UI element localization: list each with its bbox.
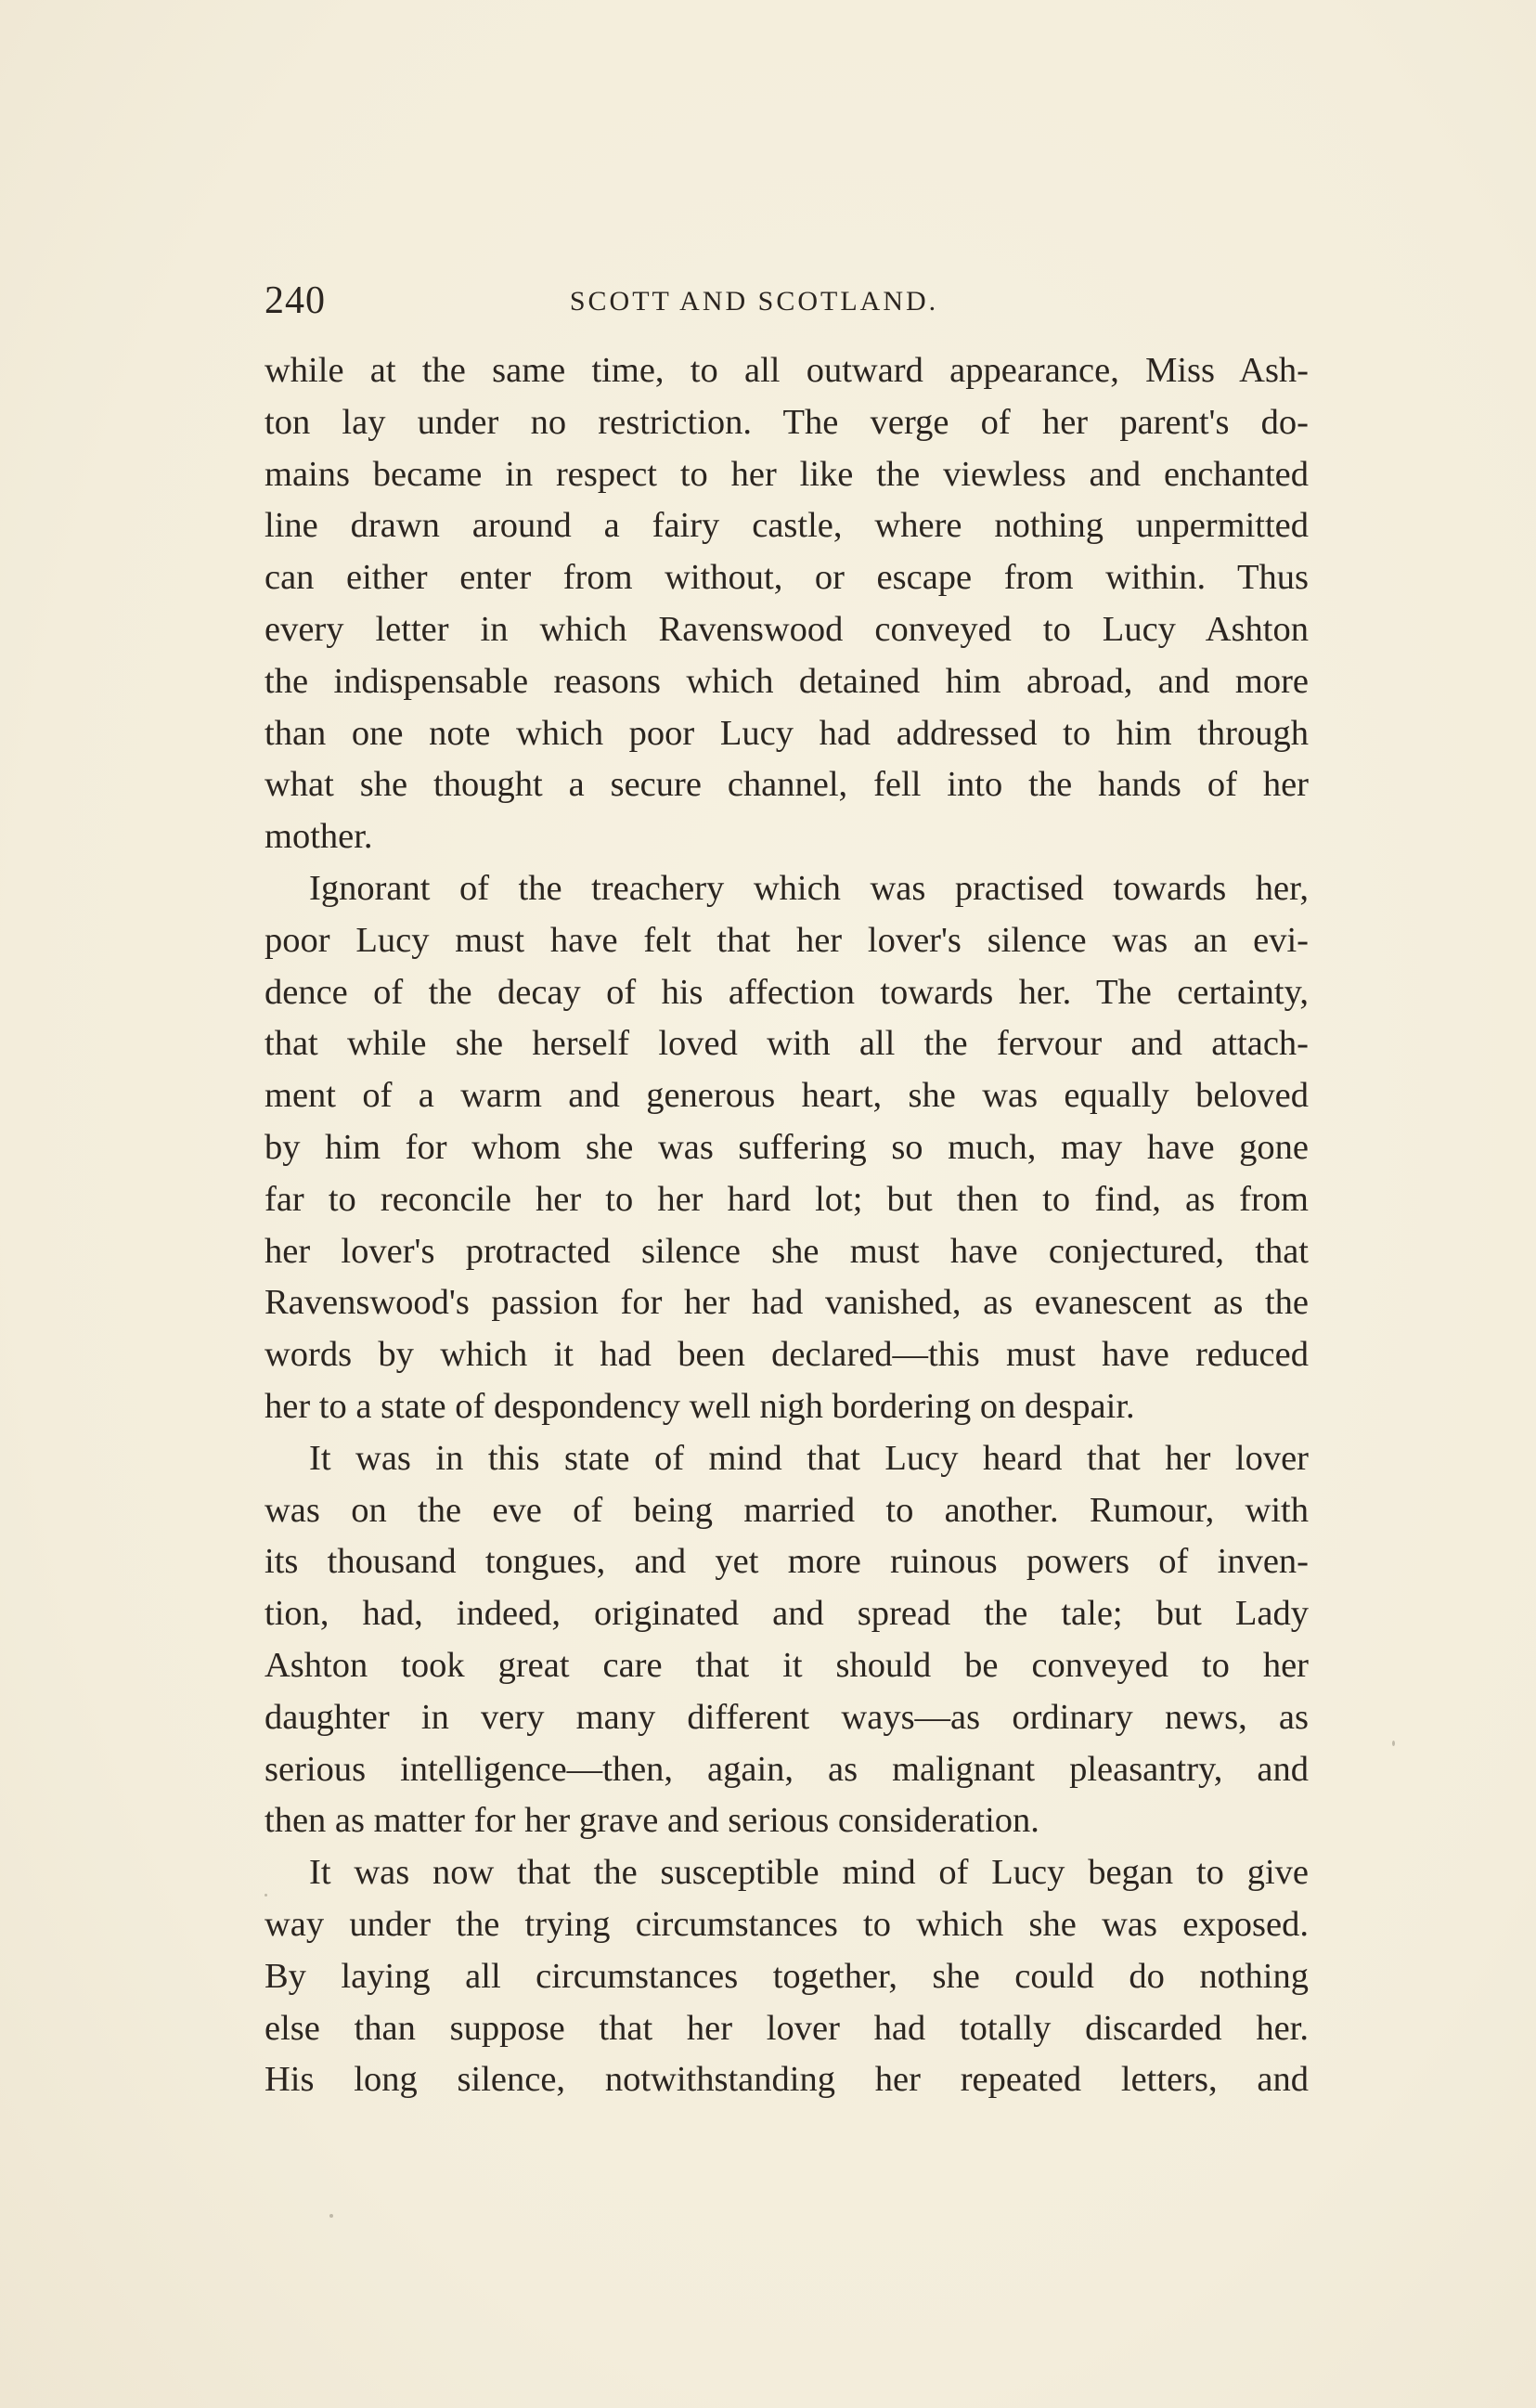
text-line: else than suppose that her lover had totally discarded her. xyxy=(265,2008,1309,2048)
text-line: the indispensable reasons which detained him abroad, and more xyxy=(265,661,1309,701)
text-line: poor Lucy must have felt that her lover's silence was an evi- xyxy=(265,920,1309,960)
text-line: ton lay under no restriction. The verge of her parent's do- xyxy=(265,402,1309,442)
text-line: what she thought a secure channel, fell into the hands of her xyxy=(265,765,1309,805)
text-line: daughter in very many different ways—as ordinary news, as xyxy=(265,1697,1309,1737)
running-head xyxy=(265,278,1309,334)
paragraph-start-line: It was in this state of mind that Lucy heard that her lover xyxy=(309,1438,1309,1478)
text-line: then as matter for her grave and serious consideration. xyxy=(265,1801,1039,1841)
page-number: 240 xyxy=(265,279,326,322)
paragraph-start-line: It was now that the susceptible mind of Lucy began to give xyxy=(309,1853,1309,1893)
text-line: line drawn around a fairy castle, where nothing unpermitted xyxy=(265,506,1309,546)
text-line: her to a state of despondency well nigh bordering on despair. xyxy=(265,1386,1135,1426)
paper-speck xyxy=(265,1894,267,1897)
text-line: than one note which poor Lucy had addressed to him through xyxy=(265,713,1309,753)
text-line: mother. xyxy=(265,817,373,857)
text-line: mains became in respect to her like the viewless and enchanted xyxy=(265,454,1309,494)
text-line: far to reconcile her to her hard lot; but then to find, as from xyxy=(265,1179,1309,1219)
text-line: her lover's protracted silence she must have conjectured, that xyxy=(265,1231,1309,1271)
text-line: by him for whom she was suffering so much, may have gone xyxy=(265,1127,1309,1167)
text-line: way under the trying circumstances to which she was exposed. xyxy=(265,1904,1309,1944)
text-line: Ashton took great care that it should be conveyed to her xyxy=(265,1645,1309,1685)
body-text xyxy=(265,345,1309,2106)
text-line: while at the same time, to all outward appearance, Miss Ash- xyxy=(265,351,1309,390)
text-line: can either enter from without, or escape from within. Thus xyxy=(265,558,1309,598)
paragraph-start-line: Ignorant of the treachery which was practised towards her, xyxy=(309,868,1309,908)
text-line: that while she herself loved with all the fervour and attach- xyxy=(265,1024,1309,1064)
text-line: ment of a warm and generous heart, she was equally beloved xyxy=(265,1076,1309,1116)
paper-speck xyxy=(329,2214,333,2218)
text-line: tion, had, indeed, originated and spread the tale; but Lady xyxy=(265,1594,1309,1634)
text-line: words by which it had been declared—this must have reduced xyxy=(265,1335,1309,1375)
running-title: SCOTT AND SCOTLAND. xyxy=(569,286,939,317)
text-line: His long silence, notwithstanding her repeated letters, and xyxy=(265,2060,1309,2100)
text-line: dence of the decay of his affection towards her. The certainty, xyxy=(265,972,1309,1012)
text-line: Ravenswood's passion for her had vanished, as evanescent as the xyxy=(265,1283,1309,1323)
text-line: every letter in which Ravenswood conveyed to Lucy Ashton xyxy=(265,609,1309,649)
text-line: its thousand tongues, and yet more ruinous powers of inven- xyxy=(265,1542,1309,1582)
text-line: was on the eve of being married to another. Rumour, with xyxy=(265,1490,1309,1530)
text-line: By laying all circumstances together, she could do nothing xyxy=(265,1956,1309,1996)
text-line: serious intelligence—then, again, as malignant pleasantry, and xyxy=(265,1749,1309,1789)
paper-speck xyxy=(1392,1741,1395,1746)
